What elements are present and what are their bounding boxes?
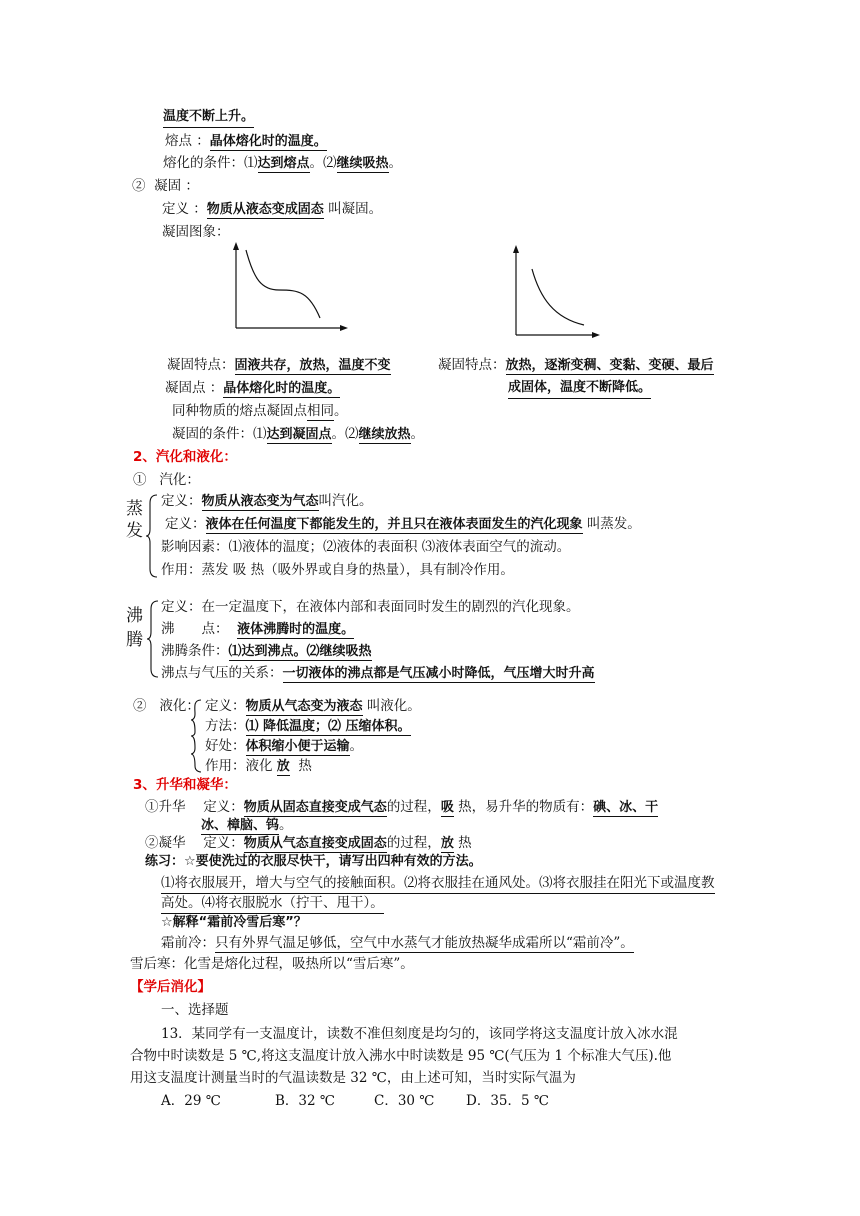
solid-heading: ② 凝固 ： <box>132 178 199 194</box>
boil-condition: 沸腾条件：⑴达到沸点。⑵继续吸热 <box>161 643 372 659</box>
q13-line3: 用这支温度计测量当时的气温读数是 32 ℃，由上述可知，当时实际气温为 <box>130 1070 576 1086</box>
liquefy-effect: 作用：液化 放 热 <box>205 758 312 774</box>
part-heading: 一、选择题 <box>161 1002 229 1018</box>
exercise-answer-2: 高处。⑷将衣服脱水（拧干、甩干）。 <box>161 894 384 914</box>
vaporize-heading: ① 汽化： <box>133 472 200 488</box>
solid-feature-amorphous-2: 成固体，温度不断降低。 <box>508 379 651 399</box>
option-d: D．35．5 ℃ <box>466 1093 549 1109</box>
frost-answer: 霜前冷：只有外界气温足够低，空气中水蒸气才能放热凝华成霜所以“霜前冷”。 <box>161 935 634 951</box>
evap-def2: 定义：液体在任何温度下都能发生的，并且只在液体表面发生的汽化现象 叫蒸发。 <box>165 516 641 532</box>
snow-answer: 雪后寒：化雪是熔化过程，吸热所以“雪后寒”。 <box>130 956 414 972</box>
frost-question: ☆解释“霜前冷雪后寒”？ <box>161 915 307 930</box>
evap-factors: 影响因素：⑴液体的温度；⑵液体的表面积 ⑶液体表面空气的流动。 <box>161 539 571 555</box>
boil-def: 定义：在一定温度下，在液体内部和表面同时发生的剧烈的汽化现象。 <box>161 599 580 615</box>
after-study-title: 【学后消化】 <box>130 979 211 995</box>
liquefy-def: 定义：物质从气态变为液态 叫液化。 <box>205 698 421 714</box>
exercise-question: 练习：☆要使洗过的衣服尽快干，请写出四种有效的方法。 <box>145 854 482 869</box>
melt-condition: 熔化的条件：⑴达到熔点。⑵继续吸热。 <box>163 155 403 171</box>
liquefy-method: 方法：⑴ 降低温度；⑵ 压缩体积。 <box>205 718 411 734</box>
same-point-note: 同种物质的熔点凝固点相同。 <box>172 403 348 419</box>
evap-effect: 作用：蒸发 吸 热（吸外界或自身的热量），具有制冷作用。 <box>161 562 514 578</box>
boil-point: 沸 点： 液体沸腾时的温度。 <box>161 621 355 637</box>
liquefy-heading: ② 液化： <box>133 698 200 714</box>
melting-point: 熔点 ：晶体熔化时的温度。 <box>165 133 327 149</box>
boil-side-1: 沸 <box>126 606 143 626</box>
solid-feature-amorphous: 凝固特点：放热，逐渐变稠、变黏、变硬、最后 <box>438 357 714 373</box>
q13-line1: 13．某同学有一支温度计，读数不准但刻度是均匀的，该同学将这支温度计放入冰水混 <box>161 1026 678 1042</box>
sublimation-items: 冰、樟脑、钨。 <box>201 817 293 833</box>
liquefy-benefit: 好处：体积缩小便于运输。 <box>205 738 364 754</box>
evap-side-1: 蒸 <box>126 499 143 519</box>
freezing-point: 凝固点 ：晶体熔化时的温度。 <box>165 380 341 396</box>
q13-line2: 合物中时读数是 5 ℃,将这支温度计放入沸水中时读数是 95 ℃(气压为 1 个标准大气压).他 <box>130 1048 672 1064</box>
solidify-graph-amorphous <box>504 243 604 339</box>
solidify-graph-crystal <box>224 240 354 336</box>
section2-title: 2、汽化和液化： <box>133 449 237 465</box>
boil-side-2: 腾 <box>126 630 143 650</box>
solid-feature-crystal: 凝固特点：固液共存，放热，温度不变 <box>167 357 391 373</box>
boil-brace <box>147 599 159 679</box>
deposition-def: ②凝华 定义：物质从气态直接变成固态的过程，放 热 <box>145 835 472 851</box>
section3-title: 3、升华和凝华： <box>133 777 237 793</box>
exercise-answer-1: ⑴将衣服展开，增大与空气的接触面积。⑵将衣服挂在通风处。⑶将衣服挂在阳光下或温度教 <box>161 874 715 894</box>
evap-def1: 定义：物质从液态变为气态叫汽化。 <box>161 493 373 509</box>
melt-line1: 温度不断上升。 <box>163 108 254 128</box>
option-a: A．29 ℃ <box>161 1093 221 1109</box>
boil-pressure: 沸点与气压的关系：一切液体的沸点都是气压减小时降低，气压增大时升高 <box>161 665 595 681</box>
liquefy-brace <box>189 698 203 774</box>
evap-brace <box>146 493 158 579</box>
solid-image-label: 凝固图象： <box>162 224 230 240</box>
option-c: C．30 ℃ <box>374 1093 435 1109</box>
solid-definition: 定义 ：物质从液态变成固态 叫凝固。 <box>162 201 383 217</box>
sublimation-def: ①升华 定义：物质从固态直接变成气态的过程，吸 热，易升华的物质有：碘、冰、干 <box>145 799 659 815</box>
evap-side-2: 发 <box>126 521 143 541</box>
option-b: B．32 ℃ <box>275 1093 335 1109</box>
solid-condition: 凝固的条件：⑴达到凝固点。⑵继续放热。 <box>172 426 425 442</box>
